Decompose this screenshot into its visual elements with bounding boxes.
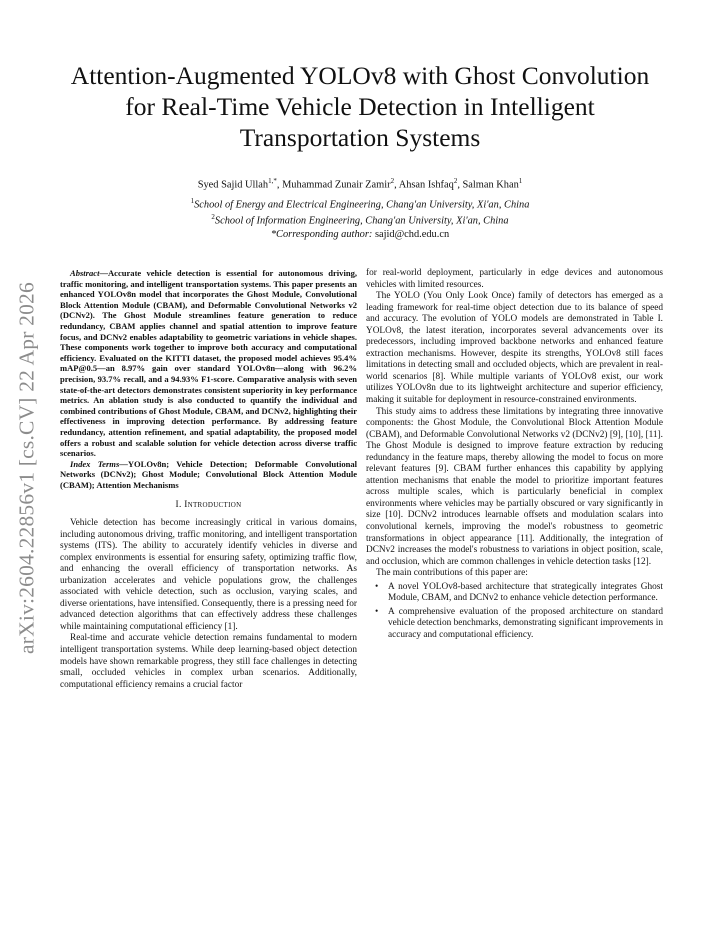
body-paragraph: The YOLO (You Only Look Once) family of detectors has emerged as a leading framework for real-time object detection due to its balance of speed and accuracy. The evolution of YOLO models are demonstrated in Table I. YOLOv8, the latest iteration, incorporates several advancements over its predecessors, including improved backbone networks and enhanced feature extraction mechanisms. However, despite its strengths, YOLOv8 still faces limitations in detecting small and occluded objects, which are prevalent in real-world scenarios [8]. While multiple variants of YOLOv8 exist, our work utilizes YOLOv8n due to its lightweight architecture and superior efficiency, making it suitable for deployment in resource-constrained environments. (366, 291, 663, 406)
list-item: • A novel YOLOv8-based architecture that strategically integrates Ghost Module, CBAM, and DCNv2 to enhance vehicle detection performance. (388, 582, 663, 605)
contribution-list (366, 582, 663, 642)
arxiv-watermark (10, 258, 44, 678)
author-affil-mark: 1 (518, 177, 523, 185)
index-terms: Index Terms—YOLOv8n; Vehicle Detection; Deformable Convolutional Networks (DCNv2); Ghost Module; Convolutional Block Attention Module (CBAM); Attention Mechanisms (60, 458, 357, 490)
body-paragraph: The main contributions of this paper are: (376, 568, 528, 579)
author-affil-mark: 1,* (268, 177, 277, 185)
body-paragraph: Real-time and accurate vehicle detection remains fundamental to modern intelligent transportation systems. While deep learning-based object detection models have shown remarkable progress, they still face challenges in detecting small, occluded vehicles in complex urban scenarios. Additionally, computational efficiency remains a crucial factor (60, 633, 357, 690)
affiliation-line: $^2$School of Information Engineering, Chang'an University, Xi'an, China (211, 213, 509, 227)
corresponding-author: *Corresponding author: sajid@chd.edu.cn (270, 228, 450, 240)
list-item: • A comprehensive evaluation of the proposed architecture on standard vehicle detection benchmarks, demonstrating significant improvements in accuracy and computational efficiency. (388, 607, 663, 642)
paper-title: Attention-Augmented YOLOv8 with Ghost Convolution for Real-Time Vehicle Detection in Intelligent Transportation Systems (70, 61, 650, 152)
author-name: Ahsan Ishfaq (398, 179, 454, 191)
body-paragraph: This study aims to address these limitations by integrating three innovative components: the Ghost Module, the Convolutional Block Attention Module (CBAM), and Deformable Convolutional Networks v2 (DCNv2) [9], [10], [11]. The Ghost Module is designed to improve feature extraction by reducing redundancy in the feature maps, thereby allowing the model to focus on more relevant features [9]. CBAM further enhances this capability by applying attention mechanisms that enable the model to prioritize important features across multiple scales, which is particularly beneficial in complex environments where vehicles may be partially obscured or vary significantly in size [10]. DCNv2 introduces learnable offsets and modulation scalars into convolutional kernels, improving the model's robustness to geometric transformations in object appearance [11]. Additionally, the integration of DCNv2 increases the model's robustness to variations in object position, scale, and occlusion, which are common challenges in vehicle detection tasks [12]. (366, 406, 663, 567)
left-column (60, 268, 357, 691)
author-affil-mark: 2 (390, 177, 395, 185)
author-list: Syed Sajid Ullah$^{1,*}$, Muhammad Zunair Zamir$^2$, Ahsan Ishfaq$^2$, Salman Khan$^1$ (197, 177, 523, 191)
affiliations (60, 195, 660, 241)
section-heading-introduction: I. Introduction (175, 500, 242, 511)
corresponding-email[interactable]: sajid@chd.edu.cn (374, 228, 450, 240)
right-column (366, 268, 663, 644)
author-name: Muhammad Zunair Zamir (282, 179, 391, 191)
author-affil-mark: 2 (453, 177, 458, 185)
body-paragraph-continued: for real-world deployment, particularly in edge devices and autonomous vehicles with limited resources. (366, 268, 663, 290)
abstract: Abstract—Accurate vehicle detection is essential for autonomous driving, traffic monitoring, and intelligent transportation systems. This paper presents an enhanced YOLOv8n model that incorporates the Ghost Module, Convolutional Block Attention Module (CBAM), and Deformable Convolutional Networks v2 (DCNv2). The Ghost Module streamlines feature generation to reduce redundancy, CBAM applies channel and spatial attention to improve feature focus, and DCNv2 enables adaptability to geometric variations in vehicle shapes. These components work together to improve both accuracy and computational efficiency. Evaluated on the KITTI dataset, the proposed model achieves 95.4% mAP@0.5—an 8.97% gain over standard YOLOv8n—along with 96.2% precision, 93.7% recall, and a 94.93% F1-score. Comparative analysis with seven state-of-the-art detectors demonstrates consistent superiority in key performance metrics. An ablation study is also conducted to quantify the individual and combined contributions of Ghost Module, CBAM, and DCNv2, highlighting their effectiveness in improving detection performance. By addressing feature redundancy, attention refinement, and spatial adaptability, the proposed model offers a robust and scalable solution for vehicle detection across diverse traffic scenarios. (60, 268, 357, 459)
body-paragraph: Vehicle detection has become increasingly critical in various domains, including autonomous driving, traffic monitoring, and intelligent transportation systems (ITS). The ability to accurately identify vehicles in diverse and complex environments is essential for ensuring safety, optimizing traffic flow, and enhancing the overall efficiency of transportation networks. As urbanization accelerates and vehicle populations grow, the challenges associated with vehicle detection, such as occlusion, varying scales, and diverse orientations, have intensified. Consequently, there is a pressing need for advanced detection algorithms that can effectively address these challenges while maintaining computational efficiency [1]. (60, 518, 357, 632)
author-name: Salman Khan (462, 179, 519, 191)
author-name: Syed Sajid Ullah (197, 179, 269, 191)
affiliation-line: $^1$School of Energy and Electrical Engineering, Chang'an University, Xi'an, China (190, 197, 530, 211)
arxiv-id-text[interactable]: arXiv:2604.22856v1 [cs.CV] 22 Apr 2026 (14, 282, 39, 654)
